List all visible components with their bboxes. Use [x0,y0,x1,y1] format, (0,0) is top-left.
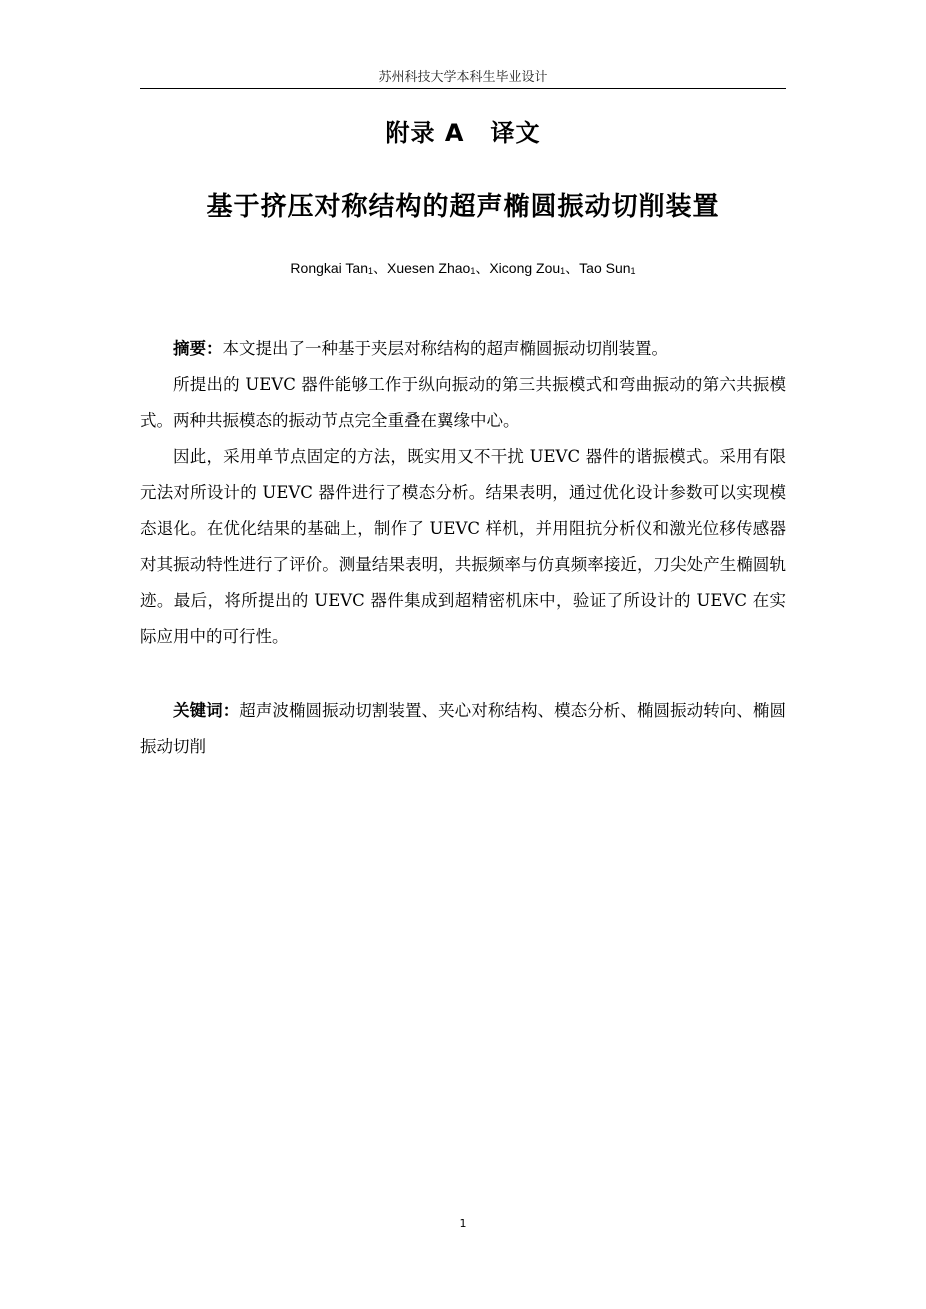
author-separator: 、 [373,260,388,276]
author-separator: 、 [475,260,490,276]
author-affiliation: 1 [368,266,374,276]
author-name: Tao Sun [579,260,631,276]
abstract-body [140,367,786,655]
appendix-title: 译文 [490,119,541,147]
abstract-lead-paragraph [140,331,786,367]
keywords-paragraph [140,693,786,765]
appendix-label: 附录 A [385,119,465,147]
abstract-lead-text: 本文提出了一种基于夹层对称结构的超声椭圆振动切削装置。 [222,339,668,358]
abstract-lead [140,331,786,367]
keywords-text: 超声波椭圆振动切割装置、夹心对称结构、模态分析、椭圆振动转向、椭圆振动切削 [140,701,787,756]
author-separator: 、 [565,260,580,276]
running-header: 苏州科技大学本科生毕业设计 [378,70,548,85]
abstract-paragraph: 因此，采用单节点固定的方法，既实用又不干扰 UEVC 器件的谐振模式。采用有限元法对所设计的 UEVC 器件进行了模态分析。结果表明，通过优化设计参数可以实现模态退化。在优化结果的基础上，制作了 UEVC 样机，并用阻抗分析仪和激光位移传感器对其振动特性进行了评价。测量结果表明，共振频率与仿真频率接近，刀尖处产生椭圆轨迹。最后，将所提出的 UEVC 器件集成到超精密机床中，验证了所设计的 UEVC 在实际应用中的可行性。 [140,447,786,646]
header-rule [140,88,786,89]
author-name: Rongkai Tan [290,260,368,276]
keywords-label: 关键词： [173,701,240,720]
appendix-heading [140,113,786,148]
abstract-paragraph: 所提出的 UEVC 器件能够工作于纵向振动的第三共振模式和弯曲振动的第六共振模式。两种共振模态的振动节点完全重叠在翼缘中心。 [140,375,786,430]
author-name: Xuesen Zhao [387,260,471,276]
abstract-label: 摘要： [173,339,223,358]
author-list [140,258,786,278]
author-affiliation: 1 [560,266,566,276]
paper-title: 基于挤压对称结构的超声椭圆振动切削装置 [206,192,720,222]
author-affiliation: 1 [470,266,476,276]
page-number: 1 [459,1217,467,1230]
keywords-section [140,693,786,765]
author-name: Xicong Zou [489,260,561,276]
author-affiliation: 1 [630,266,636,276]
